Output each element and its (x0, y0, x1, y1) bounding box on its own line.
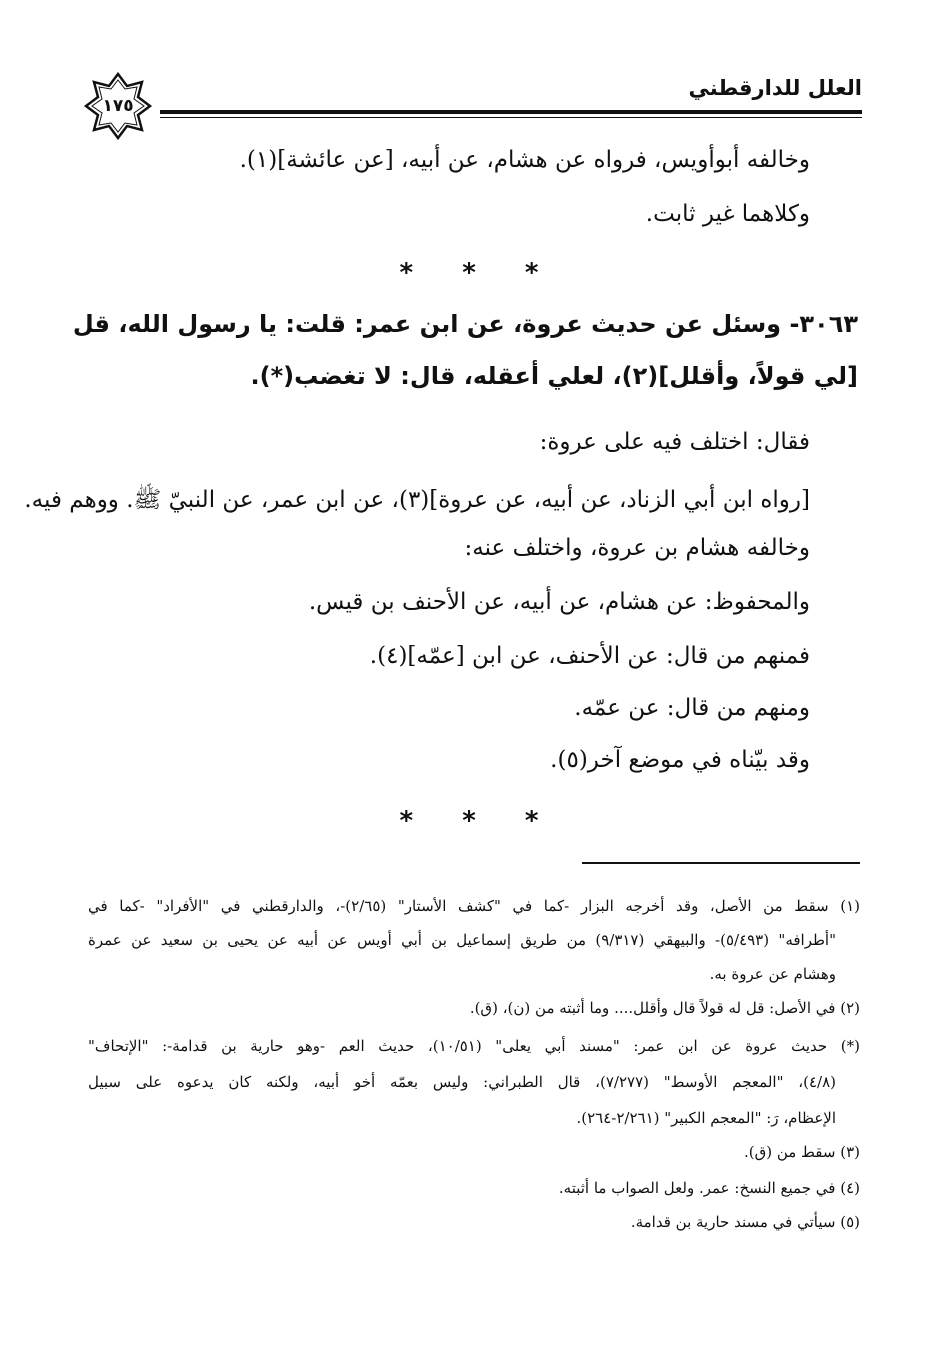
hadith-question-line: [لي قولاً، وأقلل](٢)، لعلي أعقله، قال: لا تغضب(*). (250, 362, 858, 390)
running-header-title: العلل للدارقطني (688, 76, 862, 100)
text-line: وخالفه هشام بن عروة، واختلف عنه: (464, 535, 810, 561)
header-rule (160, 110, 862, 120)
footnote-line: (٥) سيأتي في مسند حارية بن قدامة. (630, 1213, 860, 1231)
footnote-line: (*) حديث عروة عن ابن عمر: "مسند أبي يعلى" (١٠/٥١)، حديث العم -وهو حارية بن قدامة-: "الإتحاف" (88, 1037, 860, 1055)
footnote-line: (٤) في جميع النسخ: عمر. ولعل الصواب ما أثبته. (558, 1179, 860, 1197)
text-line: [رواه ابن أبي الزناد، عن أبيه، عن عروة](٣)، عن ابن عمر، عن النبيّ ﷺ. ووهم فيه. (24, 487, 810, 513)
section-separator: * * * (399, 258, 539, 288)
text-line: فقال: اختلف فيه على عروة: (539, 429, 810, 455)
footnote-line: وهشام عن عروة به. (709, 965, 836, 983)
footnote-line: "أطرافه" (٥/٤٩٣)- والبيهقي (٩/٣١٧) من طريق إسماعيل بن أبي أويس عن أبيه عن يحيى بن سعيد عن عمرة (88, 931, 836, 949)
text-line: وكلاهما غير ثابت. (645, 201, 810, 227)
text-line: وقد بيّناه في موضع آخر(٥). (550, 747, 810, 773)
page-number-badge (84, 72, 152, 140)
footnote-line: الإعظام، رَ: "المعجم الكبير" (٢/٢٦١-٢٦٤). (576, 1109, 836, 1127)
text-line: والمحفوظ: عن هشام، عن أبيه، عن الأحنف بن قيس. (308, 589, 810, 615)
footnote-line: (٤/٨)، "المعجم الأوسط" (٧/٢٧٧)، قال الطبراني: وليس بعمّه أخو أبيه، ولكنه كان يدعوه على سبيل (88, 1073, 836, 1091)
page-number: ١٧٥ (102, 96, 134, 116)
footnote-line: (٣) سقط من (ق). (743, 1143, 860, 1161)
text-line: ومنهم من قال: عن عمّه. (574, 695, 810, 721)
footnote-line: (٢) في الأصل: قل له قولاً قال وأقلل.... وما أثبته من (ن)، (ق). (469, 999, 860, 1017)
hadith-question-line: ٣٠٦٣- وسئل عن حديث عروة، عن ابن عمر: قلت: يا رسول الله، قل (72, 310, 858, 338)
section-separator: * * * (399, 806, 539, 836)
footnote-rule (582, 862, 860, 864)
text-line: وخالفه أبوأويس، فرواه عن هشام، عن أبيه، [عن عائشة](١). (239, 147, 810, 173)
text-line: فمنهم من قال: عن الأحنف، عن ابن [عمّه](٤). (369, 643, 810, 669)
footnote-line: (١) سقط من الأصل، وقد أخرجه البزار -كما في "كشف الأستار" (٢/٦٥)-، والدارقطني في "الأفراد" -كما في (88, 897, 860, 915)
